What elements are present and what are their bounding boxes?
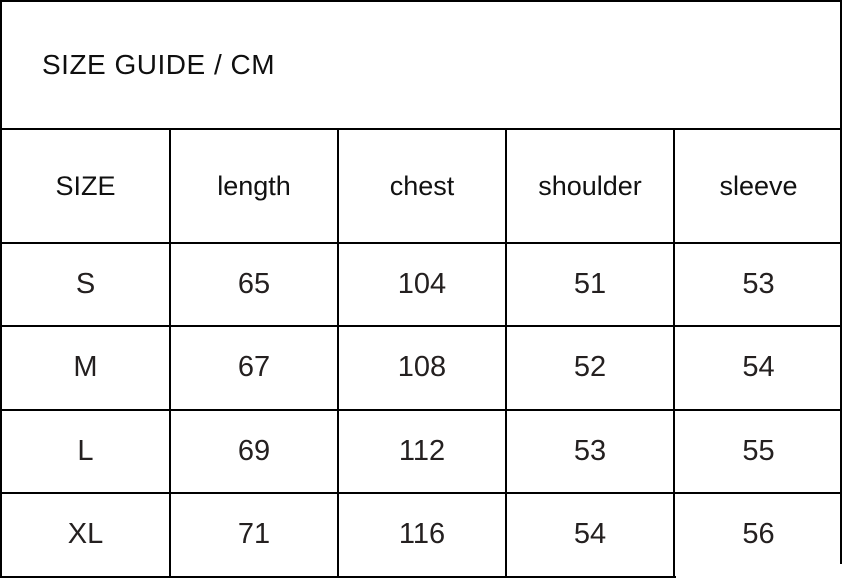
table-body — [2, 243, 842, 576]
page-title: SIZE GUIDE / CM — [42, 49, 276, 80]
cell-l-length: 69 — [170, 410, 338, 493]
column-header-size: SIZE — [2, 130, 170, 243]
column-header-shoulder: shoulder — [506, 130, 674, 243]
table-row-s — [2, 243, 842, 326]
row-label-m: M — [2, 326, 170, 409]
cell-m-length: 67 — [170, 326, 338, 409]
header-row — [2, 130, 842, 243]
cell-m-sleeve: 54 — [674, 326, 842, 409]
row-label-s: S — [2, 243, 170, 326]
column-header-sleeve: sleeve — [674, 130, 842, 243]
cell-xl-shoulder: 54 — [506, 493, 674, 576]
title-bar — [2, 2, 842, 130]
column-header-length: length — [170, 130, 338, 243]
cell-s-shoulder: 51 — [506, 243, 674, 326]
cell-l-chest: 112 — [338, 410, 506, 493]
cell-s-chest: 104 — [338, 243, 506, 326]
table-row-xl — [2, 493, 842, 576]
cell-xl-chest: 116 — [338, 493, 506, 576]
cell-s-sleeve: 53 — [674, 243, 842, 326]
table-row-l — [2, 410, 842, 493]
cell-xl-sleeve: 56 — [674, 493, 842, 576]
row-label-xl: XL — [2, 493, 170, 576]
cell-s-length: 65 — [170, 243, 338, 326]
table-header — [2, 130, 842, 243]
cell-xl-length: 71 — [170, 493, 338, 576]
cell-m-chest: 108 — [338, 326, 506, 409]
column-header-chest: chest — [338, 130, 506, 243]
cell-m-shoulder: 52 — [506, 326, 674, 409]
table-row-m — [2, 326, 842, 409]
cell-l-shoulder: 53 — [506, 410, 674, 493]
size-guide-table — [2, 130, 842, 576]
cell-l-sleeve: 55 — [674, 410, 842, 493]
row-label-l: L — [2, 410, 170, 493]
